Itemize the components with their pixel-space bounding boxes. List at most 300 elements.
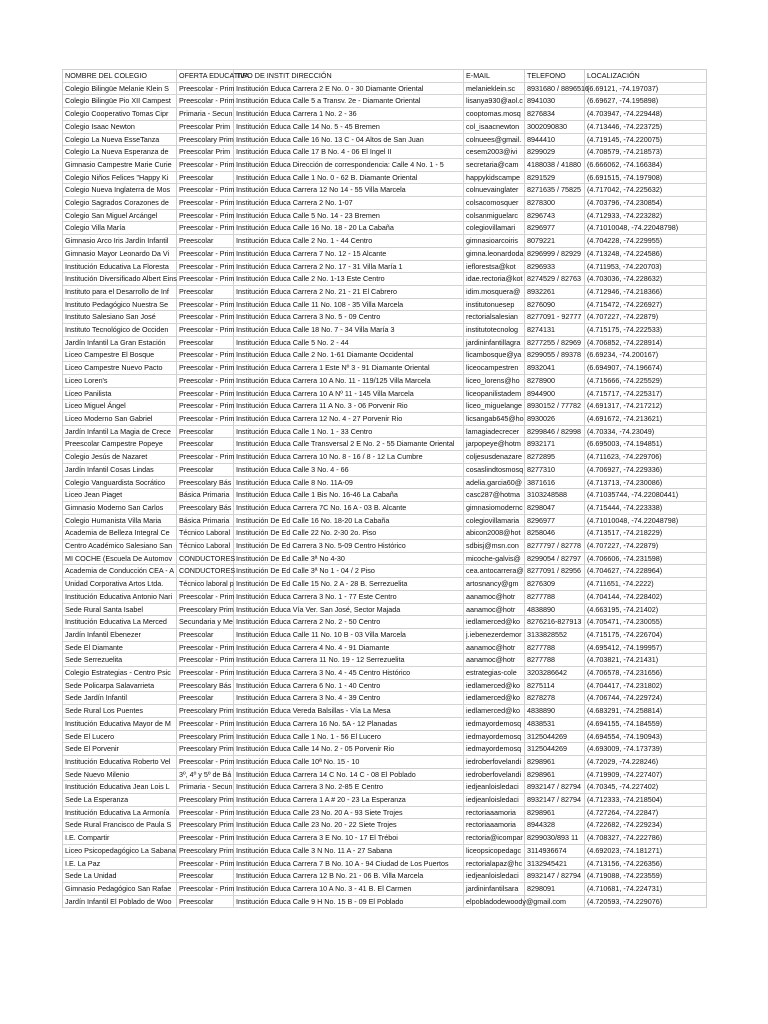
cell-localizacion[interactable]: (4.706927, -74.229336)	[585, 463, 707, 476]
cell-tipo-direccion[interactable]: Institución Educa Calle 10ª No. 15 - 10	[234, 755, 464, 768]
cell-email[interactable]: jardininfantilsara	[464, 883, 525, 896]
cell-oferta[interactable]: Preescolar - Prim	[177, 260, 234, 273]
cell-tipo-direccion[interactable]: Institución Educa Carrera 3 No. 4 - 45 Centro Histórico	[234, 667, 464, 680]
cell-localizacion[interactable]: (4.713156, -74.226356)	[585, 857, 707, 870]
cell-nombre[interactable]: Liceo Psicopedagógico La Sabana	[63, 844, 177, 857]
cell-tipo-direccion[interactable]: Institución Educa Calle 8 No. 11A-09	[234, 476, 464, 489]
cell-nombre[interactable]: Liceo Panilista	[63, 387, 177, 400]
cell-localizacion[interactable]: (4.715444, -74.223338)	[585, 501, 707, 514]
cell-localizacion[interactable]: (4.72029, -74.228246)	[585, 755, 707, 768]
cell-nombre[interactable]: Sede La Unidad	[63, 870, 177, 883]
cell-localizacion[interactable]: (4.691317, -74.217212)	[585, 400, 707, 413]
cell-tipo-direccion[interactable]: Institución Educa Vereda Balsillas - Vía La Mesa	[234, 705, 464, 718]
cell-tipo-direccion[interactable]: Institución Educa Carrera 11 No. 19 - 12 Serrezuelita	[234, 654, 464, 667]
cell-oferta[interactable]: Preescolar	[177, 895, 234, 908]
cell-tipo-direccion[interactable]: Institución Educa Calle 5 No. 14 - 23 Bremen	[234, 209, 464, 222]
cell-tipo-direccion[interactable]: Institución Educa Carrera 3 No. 5 - 09 Centro	[234, 311, 464, 324]
cell-email[interactable]: colegiovillamari	[464, 222, 525, 235]
cell-telefono[interactable]: 8299055 / 89378	[525, 349, 585, 362]
cell-telefono[interactable]: 8296933	[525, 260, 585, 273]
cell-localizacion[interactable]: (4.683291, -74.258814)	[585, 705, 707, 718]
cell-localizacion[interactable]: (4.71010048, -74.22048798)	[585, 222, 707, 235]
cell-oferta[interactable]: Preescolar - Prim	[177, 387, 234, 400]
cell-telefono[interactable]: 8298961	[525, 755, 585, 768]
cell-email[interactable]: micoche-galvis@	[464, 552, 525, 565]
cell-tipo-direccion[interactable]: Institución Educa Calle 1 Bis No. 16-46 La Cabaña	[234, 489, 464, 502]
cell-telefono[interactable]: 8941030	[525, 95, 585, 108]
cell-nombre[interactable]: Sede Nuevo Milenio	[63, 768, 177, 781]
header-telefono[interactable]: TELEFONO	[525, 70, 585, 83]
cell-oferta[interactable]: Preescolary Prim	[177, 844, 234, 857]
cell-oferta[interactable]: Primaria - Secun	[177, 108, 234, 121]
cell-nombre[interactable]: Academia de Belleza Integral Ce	[63, 527, 177, 540]
cell-telefono[interactable]: 8932041	[525, 362, 585, 375]
cell-tipo-direccion[interactable]: Institución Educa Carrera 3 No. 1 - 77 Este Centro	[234, 590, 464, 603]
cell-tipo-direccion[interactable]: Institución Educa Carrera 11 A No. 3 - 06 Porvenir Rio	[234, 400, 464, 413]
cell-oferta[interactable]: Preescolar	[177, 235, 234, 248]
cell-telefono[interactable]: 8277091 - 92777	[525, 311, 585, 324]
cell-oferta[interactable]: Preescolar - Prim	[177, 247, 234, 260]
cell-tipo-direccion[interactable]: Institución Educa Vía Ver. San José, Sector Majada	[234, 603, 464, 616]
cell-nombre[interactable]: Colegio Estrategias - Centro Psic	[63, 667, 177, 680]
cell-telefono[interactable]: 8296977	[525, 514, 585, 527]
cell-nombre[interactable]: Instituto Tecnológico de Occiden	[63, 324, 177, 337]
cell-tipo-direccion[interactable]: Institución Educa Carrera 16 No. 5A - 12 Planadas	[234, 717, 464, 730]
cell-tipo-direccion[interactable]: Institución Educa Carrera 1 A # 20 - 23 La Esperanza	[234, 794, 464, 807]
cell-localizacion[interactable]: (4.711623, -74.229706)	[585, 451, 707, 464]
cell-oferta[interactable]: Preescolar	[177, 171, 234, 184]
cell-email[interactable]: iedroberfovelandi	[464, 755, 525, 768]
cell-telefono[interactable]: 8296999 / 82929	[525, 247, 585, 260]
cell-email[interactable]: rectoriaaamoria	[464, 819, 525, 832]
cell-tipo-direccion[interactable]: Institución Educa Carrera 7 No. 12 - 15 Alcante	[234, 247, 464, 260]
cell-oferta[interactable]: 3º, 4º y 5º de Bá	[177, 768, 234, 781]
cell-telefono[interactable]: 3114936674	[525, 844, 585, 857]
cell-telefono[interactable]: 8291529	[525, 171, 585, 184]
cell-email[interactable]: iedmayordemosq	[464, 730, 525, 743]
cell-email[interactable]: colegiovillamaria	[464, 514, 525, 527]
cell-oferta[interactable]: Preescolar - Prim	[177, 667, 234, 680]
cell-oferta[interactable]: Básica Primaria	[177, 514, 234, 527]
cell-tipo-direccion[interactable]: Institución Educa Calle 11 No. 108 - 35 Villa Marcela	[234, 298, 464, 311]
cell-oferta[interactable]: Preescolary Prim	[177, 705, 234, 718]
cell-oferta[interactable]: CONDUCTORES	[177, 565, 234, 578]
cell-nombre[interactable]: Institución Educativa Jean Lois L	[63, 781, 177, 794]
cell-nombre[interactable]: Colegio Isaac Newton	[63, 120, 177, 133]
cell-telefono[interactable]: 8944410	[525, 133, 585, 146]
cell-nombre[interactable]: Jardín Infantil El Poblado de Woo	[63, 895, 177, 908]
cell-nombre[interactable]: Jardín Infantil Ebenezer	[63, 628, 177, 641]
cell-nombre[interactable]: Liceo Moderno San Gabriel	[63, 412, 177, 425]
cell-localizacion[interactable]: (4.70345, -74.227402)	[585, 781, 707, 794]
cell-localizacion[interactable]: (4.706606, -74.231598)	[585, 552, 707, 565]
cell-tipo-direccion[interactable]: Institución Educa Carrera 3 No. 4 - 39 Centro	[234, 692, 464, 705]
cell-nombre[interactable]: Preescolar Campestre Popeye	[63, 438, 177, 451]
cell-email[interactable]: lisanya930@aol.c	[464, 95, 525, 108]
cell-localizacion[interactable]: (6.69121, -74.197037)	[585, 82, 707, 95]
cell-tipo-direccion[interactable]: Institución De Ed Calle 3ª No 1 - 04 / 2 Piso	[234, 565, 464, 578]
header-email[interactable]: E-MAIL	[464, 70, 525, 83]
cell-oferta[interactable]: Técnico laboral p	[177, 578, 234, 591]
cell-telefono[interactable]: 3133828552	[525, 628, 585, 641]
cell-telefono[interactable]: 8299030/893 11	[525, 832, 585, 845]
cell-tipo-direccion[interactable]: Institución De Ed Calle 15 No. 2 A - 28 B. Serrezuelita	[234, 578, 464, 591]
cell-nombre[interactable]: Sede El Diamante	[63, 641, 177, 654]
cell-nombre[interactable]: Unidad Corporativa Artos Ltda.	[63, 578, 177, 591]
cell-telefono[interactable]: 8276216-827913	[525, 616, 585, 629]
cell-tipo-direccion[interactable]: Institución De Ed Calle 22 No. 2-30 2o. Piso	[234, 527, 464, 540]
cell-oferta[interactable]: Preescolar - Prim	[177, 755, 234, 768]
cell-email[interactable]: casc287@hotma	[464, 489, 525, 502]
cell-tipo-direccion[interactable]: Institución Educa Calle 5 No. 2 - 44	[234, 336, 464, 349]
cell-oferta[interactable]: Preescolar - Prim	[177, 273, 234, 286]
cell-nombre[interactable]: Gimnasio Pedagógico San Rafae	[63, 883, 177, 896]
cell-nombre[interactable]: Sede Rural Los Puentes	[63, 705, 177, 718]
cell-localizacion[interactable]: (4.719145, -74.220075)	[585, 133, 707, 146]
cell-localizacion[interactable]: (4.715666, -74.225529)	[585, 374, 707, 387]
cell-telefono[interactable]: 3132945421	[525, 857, 585, 870]
cell-tipo-direccion[interactable]: Institución Educa Calle 9 H No. 15 B - 09 El Poblado	[234, 895, 464, 908]
cell-email[interactable]: ieflorestsa@kot	[464, 260, 525, 273]
cell-email[interactable]: cesem2003@ivi	[464, 146, 525, 159]
cell-oferta[interactable]: Preescolar - Prim	[177, 412, 234, 425]
cell-telefono[interactable]: 8276834	[525, 108, 585, 121]
cell-nombre[interactable]: Institución Educativa La Armonía	[63, 806, 177, 819]
cell-telefono[interactable]: 8944328	[525, 819, 585, 832]
cell-oferta[interactable]: Primaria - Secun	[177, 781, 234, 794]
cell-oferta[interactable]: Preescolary Bás	[177, 501, 234, 514]
cell-email[interactable]: sdbisj@msn.con	[464, 540, 525, 553]
cell-telefono[interactable]: 4188038 / 41880	[525, 158, 585, 171]
cell-oferta[interactable]: Preescolar - Prim	[177, 184, 234, 197]
cell-localizacion[interactable]: (4.717042, -74.225632)	[585, 184, 707, 197]
cell-localizacion[interactable]: (4.706578, -74.231656)	[585, 667, 707, 680]
cell-localizacion[interactable]: (4.720593, -74.229076)	[585, 895, 707, 908]
cell-tipo-direccion[interactable]: Institución Educa Dirección de correspondencia: Calle 4 No. 1 - 5	[234, 158, 464, 171]
cell-oferta[interactable]: Preescolar	[177, 285, 234, 298]
cell-tipo-direccion[interactable]: Institución Educa Carrera 2 No. 2 - 50 Centro	[234, 616, 464, 629]
cell-localizacion[interactable]: (6.691515, -74.197908)	[585, 171, 707, 184]
cell-tipo-direccion[interactable]: Institución Educa Carrera 7 B No. 10 A - 94 Ciudad de Los Puertos	[234, 857, 464, 870]
cell-localizacion[interactable]: (4.694554, -74.190943)	[585, 730, 707, 743]
cell-nombre[interactable]: Academia de Conducción CEA - A	[63, 565, 177, 578]
cell-telefono[interactable]: 8079221	[525, 235, 585, 248]
cell-tipo-direccion[interactable]: Institución Educa Carrera 1 No. 2 - 36	[234, 108, 464, 121]
cell-email[interactable]: institutonuesep	[464, 298, 525, 311]
cell-telefono[interactable]: 8298047	[525, 501, 585, 514]
cell-oferta[interactable]: Preescolary Prim	[177, 794, 234, 807]
cell-tipo-direccion[interactable]: Institución Educa Carrera 6 No. 1 - 40 Centro	[234, 679, 464, 692]
cell-localizacion[interactable]: (6.69234, -74.200167)	[585, 349, 707, 362]
cell-nombre[interactable]: Institución Educativa La Floresta	[63, 260, 177, 273]
cell-email[interactable]: gimnasioarcoiris	[464, 235, 525, 248]
cell-tipo-direccion[interactable]: Institución Educa Calle 14 No. 2 - 05 Porvenir Rio	[234, 743, 464, 756]
cell-email[interactable]: jardininfantillagra	[464, 336, 525, 349]
cell-email[interactable]: colnuees@gmail.	[464, 133, 525, 146]
cell-tipo-direccion[interactable]: Institución Educa Carrera 2 No. 1-07	[234, 197, 464, 210]
cell-email[interactable]: iedlamerced@ko	[464, 705, 525, 718]
cell-tipo-direccion[interactable]: Institución Educa Calle 1 No. 1 - 56 El Lucero	[234, 730, 464, 743]
cell-oferta[interactable]: Preescolary Bás	[177, 476, 234, 489]
cell-oferta[interactable]: Preescolar	[177, 463, 234, 476]
cell-tipo-direccion[interactable]: Institución Educa Carrera 2 E No. 0 - 30 Diamante Oriental	[234, 82, 464, 95]
cell-telefono[interactable]: 4838890	[525, 603, 585, 616]
cell-email[interactable]: licambosque@ya	[464, 349, 525, 362]
cell-telefono[interactable]: 4838890	[525, 705, 585, 718]
cell-telefono[interactable]: 3002090830	[525, 120, 585, 133]
cell-nombre[interactable]: Institución Educativa Antonio Nari	[63, 590, 177, 603]
cell-oferta[interactable]: Preescolar - Prim	[177, 832, 234, 845]
cell-nombre[interactable]: Sede El Porvenir	[63, 743, 177, 756]
cell-localizacion[interactable]: (4.71035744, -74.22080441)	[585, 489, 707, 502]
cell-tipo-direccion[interactable]: Institución Educa Calle 23 No. 20 - 22 Siete Trojes	[234, 819, 464, 832]
cell-telefono[interactable]: 8277255 / 82969	[525, 336, 585, 349]
cell-tipo-direccion[interactable]: Institución Educa Calle 2 No. 1 - 44 Centro	[234, 235, 464, 248]
cell-oferta[interactable]: Preescolary Prim	[177, 743, 234, 756]
cell-tipo-direccion[interactable]: Institución Educa Carrera 2 No. 21 - 21 El Cabrero	[234, 285, 464, 298]
cell-nombre[interactable]: Gimnasio Mayor Leonardo Da Vi	[63, 247, 177, 260]
cell-localizacion[interactable]: (4.715472, -74.226927)	[585, 298, 707, 311]
cell-localizacion[interactable]: (4.713517, -74.218229)	[585, 527, 707, 540]
cell-nombre[interactable]: I.E. La Paz	[63, 857, 177, 870]
cell-localizacion[interactable]: (6.69627, -74.195898)	[585, 95, 707, 108]
cell-localizacion[interactable]: (4.708327, -74.222786)	[585, 832, 707, 845]
cell-email[interactable]: iedlamerced@ko	[464, 616, 525, 629]
cell-oferta[interactable]: Preescolar - Prim	[177, 654, 234, 667]
cell-oferta[interactable]: Preescolar - Prim	[177, 362, 234, 375]
cell-nombre[interactable]: Gimnasio Moderno San Carlos	[63, 501, 177, 514]
cell-localizacion[interactable]: (4.704627, -74.228964)	[585, 565, 707, 578]
cell-email[interactable]: lamagiadecrecer	[464, 425, 525, 438]
cell-nombre[interactable]: Colegio Jesús de Nazaret	[63, 451, 177, 464]
cell-telefono[interactable]: 8274131	[525, 324, 585, 337]
cell-nombre[interactable]: Instituto Pedagógico Nuestra Se	[63, 298, 177, 311]
cell-nombre[interactable]: MI COCHE (Escuela De Automov	[63, 552, 177, 565]
cell-nombre[interactable]: Sede Serrezuelita	[63, 654, 177, 667]
cell-oferta[interactable]: Preescolar - Prim	[177, 641, 234, 654]
cell-nombre[interactable]: Instituto para el Desarrollo de Inf	[63, 285, 177, 298]
cell-nombre[interactable]: Institución Educativa Mayor de M	[63, 717, 177, 730]
cell-email[interactable]: aanamoc@hotr	[464, 590, 525, 603]
cell-oferta[interactable]: Preescolar - Prim	[177, 324, 234, 337]
cell-localizacion[interactable]: (4.694155, -74.184559)	[585, 717, 707, 730]
cell-nombre[interactable]: Jardín Infantil La Gran Estación	[63, 336, 177, 349]
cell-telefono[interactable]: 3125044269	[525, 730, 585, 743]
cell-nombre[interactable]: Gimnasio Campestre Marie Curie	[63, 158, 177, 171]
cell-telefono[interactable]: 3125044269	[525, 743, 585, 756]
cell-telefono[interactable]: 8258046	[525, 527, 585, 540]
cell-localizacion[interactable]: (4.719088, -74.223559)	[585, 870, 707, 883]
cell-nombre[interactable]: Colegio Cooperativo Tomas Cipr	[63, 108, 177, 121]
cell-email[interactable]: institutotecnolog	[464, 324, 525, 337]
header-tipo-direccion[interactable]: TIPO DE INSTIT DIRECCIÓN	[234, 70, 464, 83]
cell-tipo-direccion[interactable]: Institución Educa Carrera 10 A No. 11 - 119/125 Villa Marcela	[234, 374, 464, 387]
cell-tipo-direccion[interactable]: Institución De Ed Calle 3ª No 4-30	[234, 552, 464, 565]
cell-email[interactable]: elpobladodewoody@gmail.com	[464, 895, 525, 908]
cell-telefono[interactable]: 8277797 / 82778	[525, 540, 585, 553]
cell-nombre[interactable]: Colegio La Nueva Esperanza de	[63, 146, 177, 159]
cell-nombre[interactable]: Sede Rural Santa Isabel	[63, 603, 177, 616]
cell-telefono[interactable]: 8277788	[525, 654, 585, 667]
cell-telefono[interactable]: 8944900	[525, 387, 585, 400]
cell-localizacion[interactable]: (4.691672, -74.213621)	[585, 412, 707, 425]
cell-oferta[interactable]: Preescolar	[177, 692, 234, 705]
cell-nombre[interactable]: Sede Policarpa Salavarrieta	[63, 679, 177, 692]
cell-localizacion[interactable]: (4.712933, -74.223282)	[585, 209, 707, 222]
cell-email[interactable]: colsacomosquer	[464, 197, 525, 210]
cell-nombre[interactable]: Jardín Infantil Cosas Lindas	[63, 463, 177, 476]
cell-localizacion[interactable]: (4.711651, -74.2222)	[585, 578, 707, 591]
cell-nombre[interactable]: Institución Educativa Roberto Vel	[63, 755, 177, 768]
cell-telefono[interactable]: 8276090	[525, 298, 585, 311]
cell-oferta[interactable]: Técnico Laboral	[177, 540, 234, 553]
cell-tipo-direccion[interactable]: Institución Educa Carrera 3 No. 2-85 E Centro	[234, 781, 464, 794]
cell-tipo-direccion[interactable]: Institución Educa Carrera 4 No. 4 - 91 Diamante	[234, 641, 464, 654]
cell-telefono[interactable]: 8932261	[525, 285, 585, 298]
cell-tipo-direccion[interactable]: Institución Educa Carrera 10 A Nº 11 - 145 Villa Marcela	[234, 387, 464, 400]
cell-oferta[interactable]: Preescolar - Prim	[177, 197, 234, 210]
cell-nombre[interactable]: Institución Diversificado Albert Eins	[63, 273, 177, 286]
cell-localizacion[interactable]: (4.713713, -74.230086)	[585, 476, 707, 489]
cell-telefono[interactable]: 8298961	[525, 768, 585, 781]
cell-nombre[interactable]: Sede Rural Francisco de Paula S	[63, 819, 177, 832]
cell-email[interactable]: liceo_lorens@ho	[464, 374, 525, 387]
cell-email[interactable]: j.iebenezerdemor	[464, 628, 525, 641]
cell-oferta[interactable]: Preescolar - Prim	[177, 158, 234, 171]
cell-email[interactable]: secretaria@cam	[464, 158, 525, 171]
cell-telefono[interactable]: 8296977	[525, 222, 585, 235]
cell-tipo-direccion[interactable]: Institución De Ed Calle 16 No. 18-20 La Cabaña	[234, 514, 464, 527]
cell-oferta[interactable]: Preescolar - Prim	[177, 717, 234, 730]
cell-oferta[interactable]: Preescolar - Prim	[177, 590, 234, 603]
cell-email[interactable]: estrategias-cole	[464, 667, 525, 680]
cell-telefono[interactable]: 3871616	[525, 476, 585, 489]
cell-nombre[interactable]: Liceo Jean Piaget	[63, 489, 177, 502]
cell-tipo-direccion[interactable]: Institución Educa Carrera 12 B No. 21 - 06 B. Villa Marcela	[234, 870, 464, 883]
cell-oferta[interactable]: Preescolar - Prim	[177, 400, 234, 413]
cell-nombre[interactable]: Sede La Esperanza	[63, 794, 177, 807]
cell-email[interactable]: iedlamerced@ko	[464, 692, 525, 705]
cell-email[interactable]: cea.antocarrera@	[464, 565, 525, 578]
cell-localizacion[interactable]: (4.715175, -74.226704)	[585, 628, 707, 641]
cell-tipo-direccion[interactable]: Institución Educa Carrera 7C No. 16 A - 03 B. Alcante	[234, 501, 464, 514]
cell-localizacion[interactable]: (4.719909, -74.227407)	[585, 768, 707, 781]
cell-email[interactable]: coljesusdenazare	[464, 451, 525, 464]
cell-email[interactable]: liceocampestren	[464, 362, 525, 375]
cell-email[interactable]: liceo_miguelange	[464, 400, 525, 413]
cell-telefono[interactable]: 8275114	[525, 679, 585, 692]
cell-telefono[interactable]: 8271635 / 75825	[525, 184, 585, 197]
cell-oferta[interactable]: Preescolar	[177, 425, 234, 438]
cell-email[interactable]: adelia.garcia60@	[464, 476, 525, 489]
cell-nombre[interactable]: Liceo Campestre Nuevo Pacto	[63, 362, 177, 375]
cell-telefono[interactable]: 8274529 / 82763	[525, 273, 585, 286]
cell-oferta[interactable]: Preescolar - Prim	[177, 883, 234, 896]
cell-telefono[interactable]: 8298961	[525, 806, 585, 819]
cell-telefono[interactable]: 8298091	[525, 883, 585, 896]
cell-nombre[interactable]: Colegio San Miguel Arcángel	[63, 209, 177, 222]
cell-email[interactable]: colnuevainglater	[464, 184, 525, 197]
cell-oferta[interactable]: Preescolary Prim	[177, 603, 234, 616]
cell-oferta[interactable]: Preescolar - Prim	[177, 451, 234, 464]
cell-email[interactable]: cosaslindtosmosq	[464, 463, 525, 476]
cell-email[interactable]: iedlamerced@ko	[464, 679, 525, 692]
cell-email[interactable]: melanieklein.sc	[464, 82, 525, 95]
cell-telefono[interactable]: 8296743	[525, 209, 585, 222]
cell-email[interactable]: colsanmiguelarc	[464, 209, 525, 222]
cell-tipo-direccion[interactable]: Institución Educa Calle 2 No. 1-61 Diamante Occidental	[234, 349, 464, 362]
cell-tipo-direccion[interactable]: Institución Educa Carrera 10 A No. 3 - 41 B. El Carmen	[234, 883, 464, 896]
cell-localizacion[interactable]: (4.703947, -74.229448)	[585, 108, 707, 121]
cell-oferta[interactable]: Secundaria y Me	[177, 616, 234, 629]
cell-localizacion[interactable]: (4.704417, -74.231802)	[585, 679, 707, 692]
cell-nombre[interactable]: Colegio La Nueva EsseTanza	[63, 133, 177, 146]
cell-oferta[interactable]: Técnico Laboral	[177, 527, 234, 540]
cell-localizacion[interactable]: (4.713248, -74.224586)	[585, 247, 707, 260]
cell-oferta[interactable]: Preescolary Prim	[177, 730, 234, 743]
cell-email[interactable]: gimnasiomodernc	[464, 501, 525, 514]
cell-localizacion[interactable]: (4.722682, -74.229234)	[585, 819, 707, 832]
cell-nombre[interactable]: Gimnasio Arco Iris Jardín Infantil	[63, 235, 177, 248]
cell-nombre[interactable]: Colegio Humanista Villa Maria	[63, 514, 177, 527]
cell-localizacion[interactable]: (4.692023, -74.181271)	[585, 844, 707, 857]
cell-email[interactable]: idae.rectoria@kot	[464, 273, 525, 286]
cell-telefono[interactable]: 8277091 / 82956	[525, 565, 585, 578]
cell-email[interactable]: iedmayordemosq	[464, 717, 525, 730]
cell-tipo-direccion[interactable]: Institución Educa Calle 18 No. 7 - 34 Villa María 3	[234, 324, 464, 337]
cell-localizacion[interactable]: (4.710681, -74.224731)	[585, 883, 707, 896]
header-nombre[interactable]: NOMBRE DEL COLEGIO	[63, 70, 177, 83]
cell-localizacion[interactable]: (4.71010048, -74.22048798)	[585, 514, 707, 527]
cell-oferta[interactable]: Preescolar - Prim	[177, 311, 234, 324]
cell-localizacion[interactable]: (4.693009, -74.173739)	[585, 743, 707, 756]
cell-nombre[interactable]: Sede El Lucero	[63, 730, 177, 743]
cell-telefono[interactable]: 8931680 / 8896516	[525, 82, 585, 95]
cell-localizacion[interactable]: (4.707227, -74.22879)	[585, 540, 707, 553]
cell-nombre[interactable]: Colegio Nueva Inglaterra de Mos	[63, 184, 177, 197]
cell-nombre[interactable]: Centro Académico Salesiano San	[63, 540, 177, 553]
cell-nombre[interactable]: Colegio Villa María	[63, 222, 177, 235]
cell-localizacion[interactable]: (4.703821, -74.21431)	[585, 654, 707, 667]
cell-email[interactable]: cooptomas.mosq	[464, 108, 525, 121]
cell-oferta[interactable]: Preescolary Bás	[177, 679, 234, 692]
cell-localizacion[interactable]: (4.712333, -74.218504)	[585, 794, 707, 807]
cell-tipo-direccion[interactable]: Institución Educa Carrera 10 No. 8 - 16 / 8 - 12 La Cumbre	[234, 451, 464, 464]
cell-tipo-direccion[interactable]: Institución Educa Calle 3 No. 4 - 66	[234, 463, 464, 476]
cell-telefono[interactable]: 8278278	[525, 692, 585, 705]
cell-oferta[interactable]: Preescolar - Prim	[177, 298, 234, 311]
cell-tipo-direccion[interactable]: Institución Educa Calle 1 No. 0 - 62 B. Diamante Oriental	[234, 171, 464, 184]
cell-email[interactable]: rectoriaaamoria	[464, 806, 525, 819]
cell-localizacion[interactable]: (4.711953, -74.220703)	[585, 260, 707, 273]
cell-nombre[interactable]: Jardín Infantil La Magia de Crece	[63, 425, 177, 438]
cell-localizacion[interactable]: (4.663195, -74.21402)	[585, 603, 707, 616]
cell-tipo-direccion[interactable]: Institución Educa Calle 3 N No. 11 A - 27 Sabana	[234, 844, 464, 857]
cell-email[interactable]: aanamoc@hotr	[464, 641, 525, 654]
cell-telefono[interactable]: 8299054 / 82797	[525, 552, 585, 565]
cell-telefono[interactable]: 8299029	[525, 146, 585, 159]
cell-nombre[interactable]: Liceo Loren's	[63, 374, 177, 387]
cell-oferta[interactable]: Preescolar - Prim	[177, 349, 234, 362]
cell-telefono[interactable]: 8277310	[525, 463, 585, 476]
cell-nombre[interactable]: I.E. Compartir	[63, 832, 177, 845]
cell-oferta[interactable]: Preescolar - Prim	[177, 209, 234, 222]
cell-localizacion[interactable]: (4.707227, -74.22879)	[585, 311, 707, 324]
cell-email[interactable]: iedjeanloisledaci	[464, 781, 525, 794]
cell-localizacion[interactable]: (4.703036, -74.228632)	[585, 273, 707, 286]
cell-tipo-direccion[interactable]: Institución Educa Calle 5 a Transv. 2e - Diamante Oriental	[234, 95, 464, 108]
cell-email[interactable]: artosnancy@gm	[464, 578, 525, 591]
